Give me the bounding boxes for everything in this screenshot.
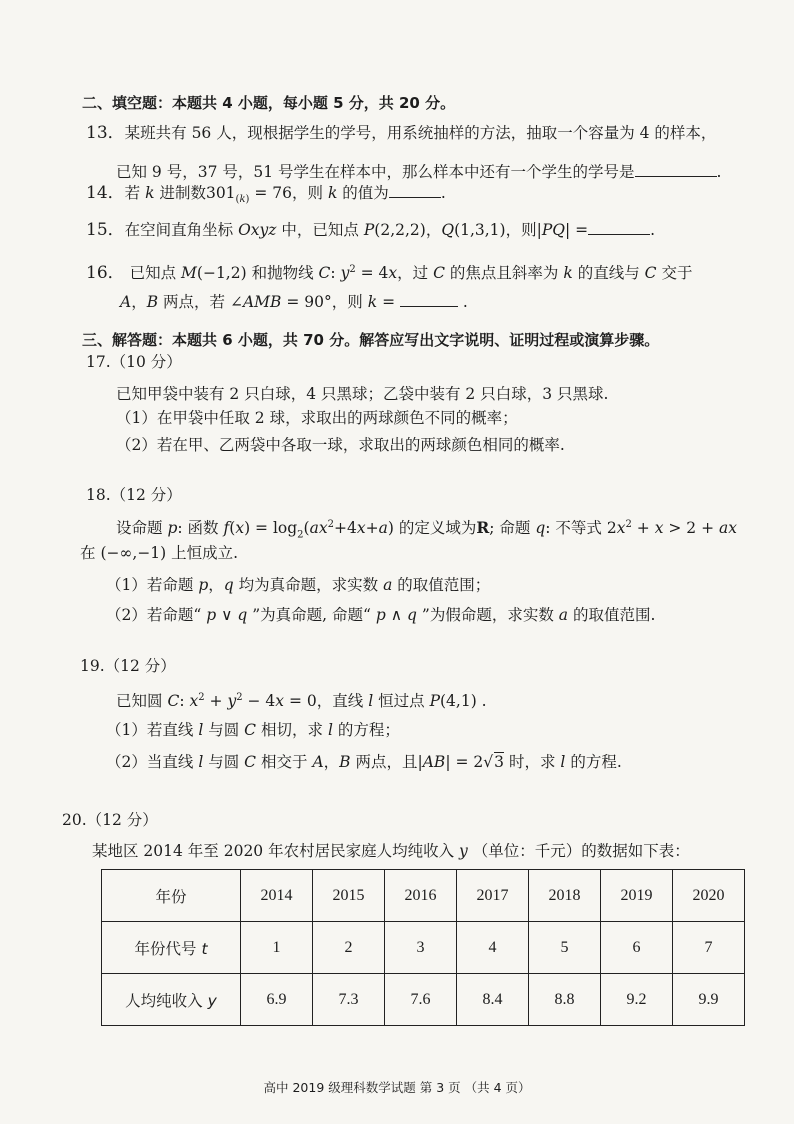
- question-16-line-2: A，B 两点，若 ∠AMB = 90°，则 k = .: [120, 290, 468, 312]
- question-14-number: 14．: [86, 183, 125, 203]
- question-19-part-1: （1）若直线 l 与圆 C 相切，求 l 的方程；: [106, 721, 400, 739]
- question-19-header: 19.（12 分）: [80, 657, 176, 675]
- question-17-part-1: （1）在甲袋中任取 2 球，求取出的两球颜色不同的概率；: [116, 409, 518, 427]
- income-cell: 6.9: [241, 974, 313, 1026]
- answer-blank: [588, 218, 650, 235]
- income-cell: 8.4: [457, 974, 529, 1026]
- code-cell: 7: [673, 922, 745, 974]
- question-18-text-j: 的取值范围；: [397, 576, 491, 594]
- question-19-text-m: 的方程.: [570, 753, 622, 771]
- question-19-text-j: 相交于: [260, 753, 308, 771]
- question-14-text-c: ，则: [292, 184, 324, 202]
- code-cell: 6: [601, 922, 673, 974]
- year-cell: 2018: [529, 870, 601, 922]
- question-16-text-b: 和抛物线: [251, 264, 314, 283]
- question-16-text-a: 已知点: [129, 264, 177, 283]
- question-14-text-d: 的值为: [342, 184, 389, 202]
- answer-blank: [635, 160, 717, 177]
- question-19-text-b: ，直线: [316, 692, 364, 711]
- question-19-text-k: 两点，且: [355, 753, 418, 771]
- question-16-number: 16．: [86, 263, 125, 284]
- question-18-text-l: ”为真命题, 命题“: [252, 606, 371, 624]
- question-18-text-i: 均为真命题，求实数: [238, 576, 379, 594]
- question-18-text-f: 在: [80, 544, 96, 562]
- income-cell: 7.3: [313, 974, 385, 1026]
- question-19-line-1: 已知圆 C: $x^2 + y^2 - 4x = 0$，直线 l 恒过点 P(4,1) .: [116, 692, 487, 711]
- question-13-number: 13．: [86, 123, 125, 143]
- question-18-part-1: （1）若命题 p，q 均为真命题，求实数 a 的取值范围；: [106, 576, 491, 594]
- question-17-line-1: 已知甲袋中装有 2 只白球，4 只黑球；乙袋中装有 2 只白球，3 只黑球.: [116, 385, 609, 403]
- income-cell: 9.2: [601, 974, 673, 1026]
- question-16-text-g: 两点，若: [163, 293, 226, 311]
- year-cell: 2014: [241, 870, 313, 922]
- question-20-text-b: （单位：千元）的数据如下表：: [472, 842, 690, 860]
- question-18-line-2: 在 (−∞,−1) 上恒成立.: [80, 544, 239, 562]
- question-19-text-e: 与圆: [208, 721, 240, 739]
- row-header-income: 人均纯收入 y: [102, 974, 241, 1026]
- question-16-text-d: 的焦点且斜率为: [449, 264, 559, 283]
- question-18-text-e: 不等式: [555, 519, 602, 538]
- question-19-text-a: 已知圆: [116, 692, 163, 711]
- question-16-text-h: ，则: [331, 293, 363, 311]
- question-18-text-m: ”为假命题，求实数: [421, 606, 554, 624]
- question-17-part-2: （2）若在甲、乙两袋中各取一球，求取出的两球颜色相同的概率.: [116, 436, 565, 454]
- question-15: 15．在空间直角坐标 Oxyz 中，已知点 P(2,2,2)，Q(1,3,1)，则|PQ| = .: [86, 220, 656, 240]
- page-footer: 高中 2019 级理科数学试题 第 3 页 （共 4 页）: [263, 1080, 531, 1095]
- question-18-part-2: （2）若命题“ p ∨ q ”为真命题, 命题“ p ∧ q ”为假命题，求实数 a 的取值范围.: [106, 606, 656, 624]
- question-19-text-d: （1）若直线: [106, 721, 194, 739]
- question-19-text-h: （2）当直线: [106, 753, 194, 771]
- code-cell: 5: [529, 922, 601, 974]
- year-cell: 2019: [601, 870, 673, 922]
- row-header-income-text: 人均纯收入: [125, 991, 203, 1010]
- table-row-incomes: [102, 974, 745, 1026]
- question-18-text-g: 上恒成立.: [171, 544, 239, 562]
- question-20-text-a: 某地区 2014 年至 2020 年农村居民家庭人均纯收入: [92, 842, 455, 860]
- question-18-text-b: 函数: [187, 519, 219, 538]
- table-row-codes: [102, 922, 745, 974]
- question-18-text-h: （1）若命题: [106, 576, 194, 594]
- question-18-header: 18.（12 分）: [86, 486, 182, 504]
- code-cell: 2: [313, 922, 385, 974]
- answer-blank: [400, 290, 458, 307]
- code-cell: 1: [241, 922, 313, 974]
- question-16-line-1: 16． 已知点 M(−1,2) 和抛物线 C: $y^2 = 4x$，过 C 的焦点且斜率为 k 的直线与 C 交于: [86, 263, 693, 284]
- table-row-years: [102, 870, 745, 922]
- row-header-year: 年份: [102, 870, 241, 922]
- answer-blank: [389, 181, 441, 198]
- question-20-header: 20.（12 分）: [62, 811, 158, 829]
- row-header-code-text: 年份代号: [134, 939, 197, 958]
- question-13-text-1: 某班共有 56 人，现根据学生的学号，用系统抽样的方法，抽取一个容量为 4 的样本，: [124, 124, 717, 142]
- code-cell: 4: [457, 922, 529, 974]
- income-cell: 8.8: [529, 974, 601, 1026]
- code-cell: 3: [385, 922, 457, 974]
- question-13-line-1: [86, 123, 716, 143]
- year-cell: 2017: [457, 870, 529, 922]
- question-18-text-d: 命题: [499, 519, 531, 538]
- question-19-text-g: 的方程；: [337, 721, 400, 739]
- question-16-text-c: ，过: [397, 264, 429, 283]
- question-19-text-i: 与圆: [208, 753, 240, 771]
- question-19-text-f: 相切，求: [260, 721, 323, 739]
- question-18-text-k: （2）若命题“: [106, 606, 202, 624]
- question-18-text-n: 的取值范围.: [572, 606, 656, 624]
- question-15-number: 15．: [86, 220, 125, 240]
- question-16-text-f: 交于: [661, 264, 693, 283]
- question-17-header: 17.（10 分）: [86, 353, 182, 371]
- question-14: 14．若 k 进制数$301_{(k)} = 76$，则 k 的值为 .: [86, 183, 446, 206]
- income-cell: 7.6: [385, 974, 457, 1026]
- question-15-text-c: 则: [521, 221, 537, 239]
- question-18-text-c: 的定义域为: [398, 519, 477, 538]
- section-3-heading: 三、解答题：本题共 6 小题，共 70 分。解答应写出文字说明、证明过程或演算步骤。: [82, 331, 660, 349]
- question-20-intro: 某地区 2014 年至 2020 年农村居民家庭人均纯收入 y （单位：千元）的数据如下表：: [92, 842, 690, 860]
- question-16-text-e: 的直线与: [577, 264, 640, 283]
- year-cell: 2020: [673, 870, 745, 922]
- question-13-line-2: 已知 9 号，37 号，51 号学生在样本中，那么样本中还有一个学生的学号是 .: [116, 160, 721, 182]
- income-cell: 9.9: [673, 974, 745, 1026]
- question-19-text-l: 时，求: [508, 753, 556, 771]
- year-cell: 2015: [313, 870, 385, 922]
- question-15-text-b: 中，已知点: [281, 221, 359, 239]
- question-19-text-c: 恒过点: [378, 692, 425, 711]
- question-13-text-2: 已知 9 号，37 号，51 号学生在样本中，那么样本中还有一个学生的学号是: [116, 163, 635, 181]
- question-19-part-2: （2）当直线 l 与圆 C 相交于 A，B 两点，且|AB| = 2√3 时，求 l 的方程.: [106, 753, 622, 771]
- question-15-text-a: 在空间直角坐标: [124, 221, 234, 239]
- question-14-text-b: 进制数: [159, 184, 206, 202]
- row-header-code: 年份代号 t: [102, 922, 241, 974]
- question-14-text-a: 若: [124, 184, 141, 202]
- section-2-heading: 二、填空题：本题共 4 小题，每小题 5 分，共 20 分。: [82, 94, 456, 112]
- year-cell: 2016: [385, 870, 457, 922]
- income-data-table: [101, 869, 745, 1026]
- question-18-line-1: 设命题 p: 函数 $f(x) = \log_2(ax^2+4x+a)$ 的定义域为R; 命题 q: 不等式 $2x^2 + x > 2$ + ax: [116, 518, 737, 541]
- question-18-text-a: 设命题: [116, 519, 163, 538]
